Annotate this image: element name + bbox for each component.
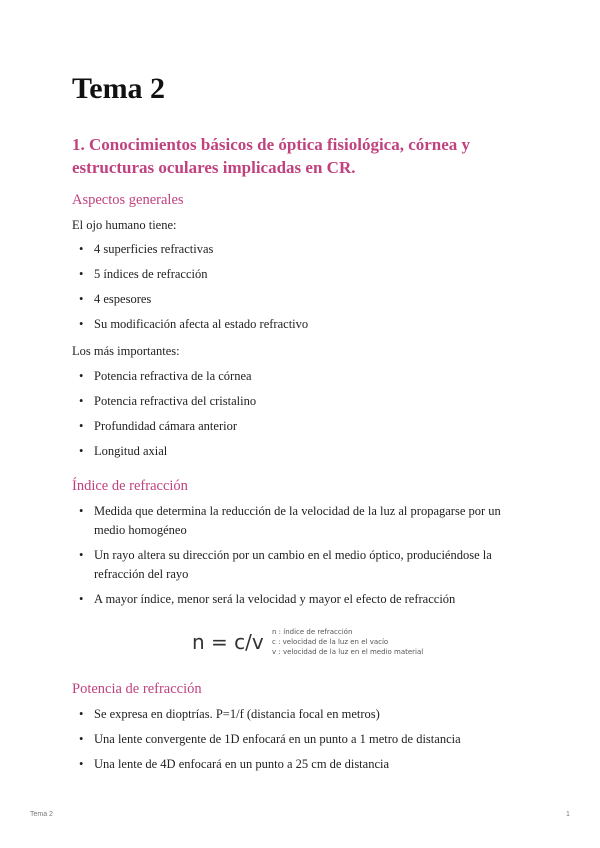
- indice-list: [72, 502, 532, 615]
- list-item: • Su modificación afecta al estado refractivo: [72, 315, 532, 334]
- list-item: • 4 espesores: [72, 290, 532, 309]
- bullet-icon: •: [79, 242, 84, 256]
- importantes-list: [72, 367, 532, 467]
- page-title: Tema 2: [72, 72, 166, 105]
- list-item: • Un rayo altera su dirección por un cambio en el medio óptico, produciéndose la refracción del rayo: [79, 548, 492, 581]
- bullet-icon: •: [79, 369, 84, 383]
- bullet-icon: •: [79, 757, 84, 771]
- bullet-icon: •: [79, 504, 84, 518]
- generales-intro2: Los más importantes:: [72, 344, 180, 358]
- list-item: • Potencia refractiva del cristalino: [72, 392, 532, 411]
- bullet-icon: •: [79, 548, 84, 562]
- potencia-refraccion-heading: Potencia de refracción: [72, 681, 202, 697]
- section-heading: 1. Conocimientos básicos de óptica fisiológica, córnea y estructuras oculares implicadas en CR.: [72, 135, 471, 177]
- bullet-icon: •: [79, 267, 84, 281]
- bullet-icon: •: [79, 292, 84, 306]
- formula-legend: [272, 627, 423, 657]
- legend-n: n : índice de refracción: [272, 628, 353, 636]
- indice-refraccion-heading: Índice de refracción: [72, 478, 188, 494]
- bullet-icon: •: [79, 444, 84, 458]
- bullet-icon: •: [79, 732, 84, 746]
- list-item: • Una lente convergente de 1D enfocará en un punto a 1 metro de distancia: [72, 730, 532, 749]
- legend-v: v : velocidad de la luz en el medio material: [272, 648, 424, 656]
- list-item: • Potencia refractiva de la córnea: [72, 367, 532, 386]
- list-item: • Se expresa en dioptrías. P=1/f (distancia focal en metros): [72, 705, 532, 724]
- refraction-formula: [192, 627, 423, 657]
- page-number: 1: [566, 811, 570, 818]
- list-item: • Longitud axial: [72, 442, 532, 461]
- list-item: • Profundidad cámara anterior: [72, 417, 532, 436]
- bullet-icon: •: [79, 317, 84, 331]
- generales-list: [72, 240, 532, 340]
- list-item: • 5 índices de refracción: [72, 265, 532, 284]
- bullet-icon: •: [79, 394, 84, 408]
- list-item: • Una lente de 4D enfocará en un punto a 25 cm de distancia: [72, 755, 532, 774]
- aspectos-generales-heading: Aspectos generales: [72, 192, 184, 208]
- bullet-icon: •: [79, 707, 84, 721]
- list-item: • A mayor índice, menor será la velocidad y mayor el efecto de refracción: [72, 590, 532, 609]
- footer-left: Tema 2: [30, 811, 53, 818]
- generales-intro: El ojo humano tiene:: [72, 218, 177, 232]
- bullet-icon: •: [79, 592, 84, 606]
- potencia-list: [72, 705, 532, 780]
- legend-c: c : velocidad de la luz en el vacío: [272, 638, 389, 646]
- formula-equation: n = c/v: [192, 630, 264, 654]
- list-item: • Medida que determina la reducción de la velocidad de la luz al propagarse por un medio homogéneo: [79, 504, 501, 537]
- list-item: • 4 superficies refractivas: [72, 240, 532, 259]
- bullet-icon: •: [79, 419, 84, 433]
